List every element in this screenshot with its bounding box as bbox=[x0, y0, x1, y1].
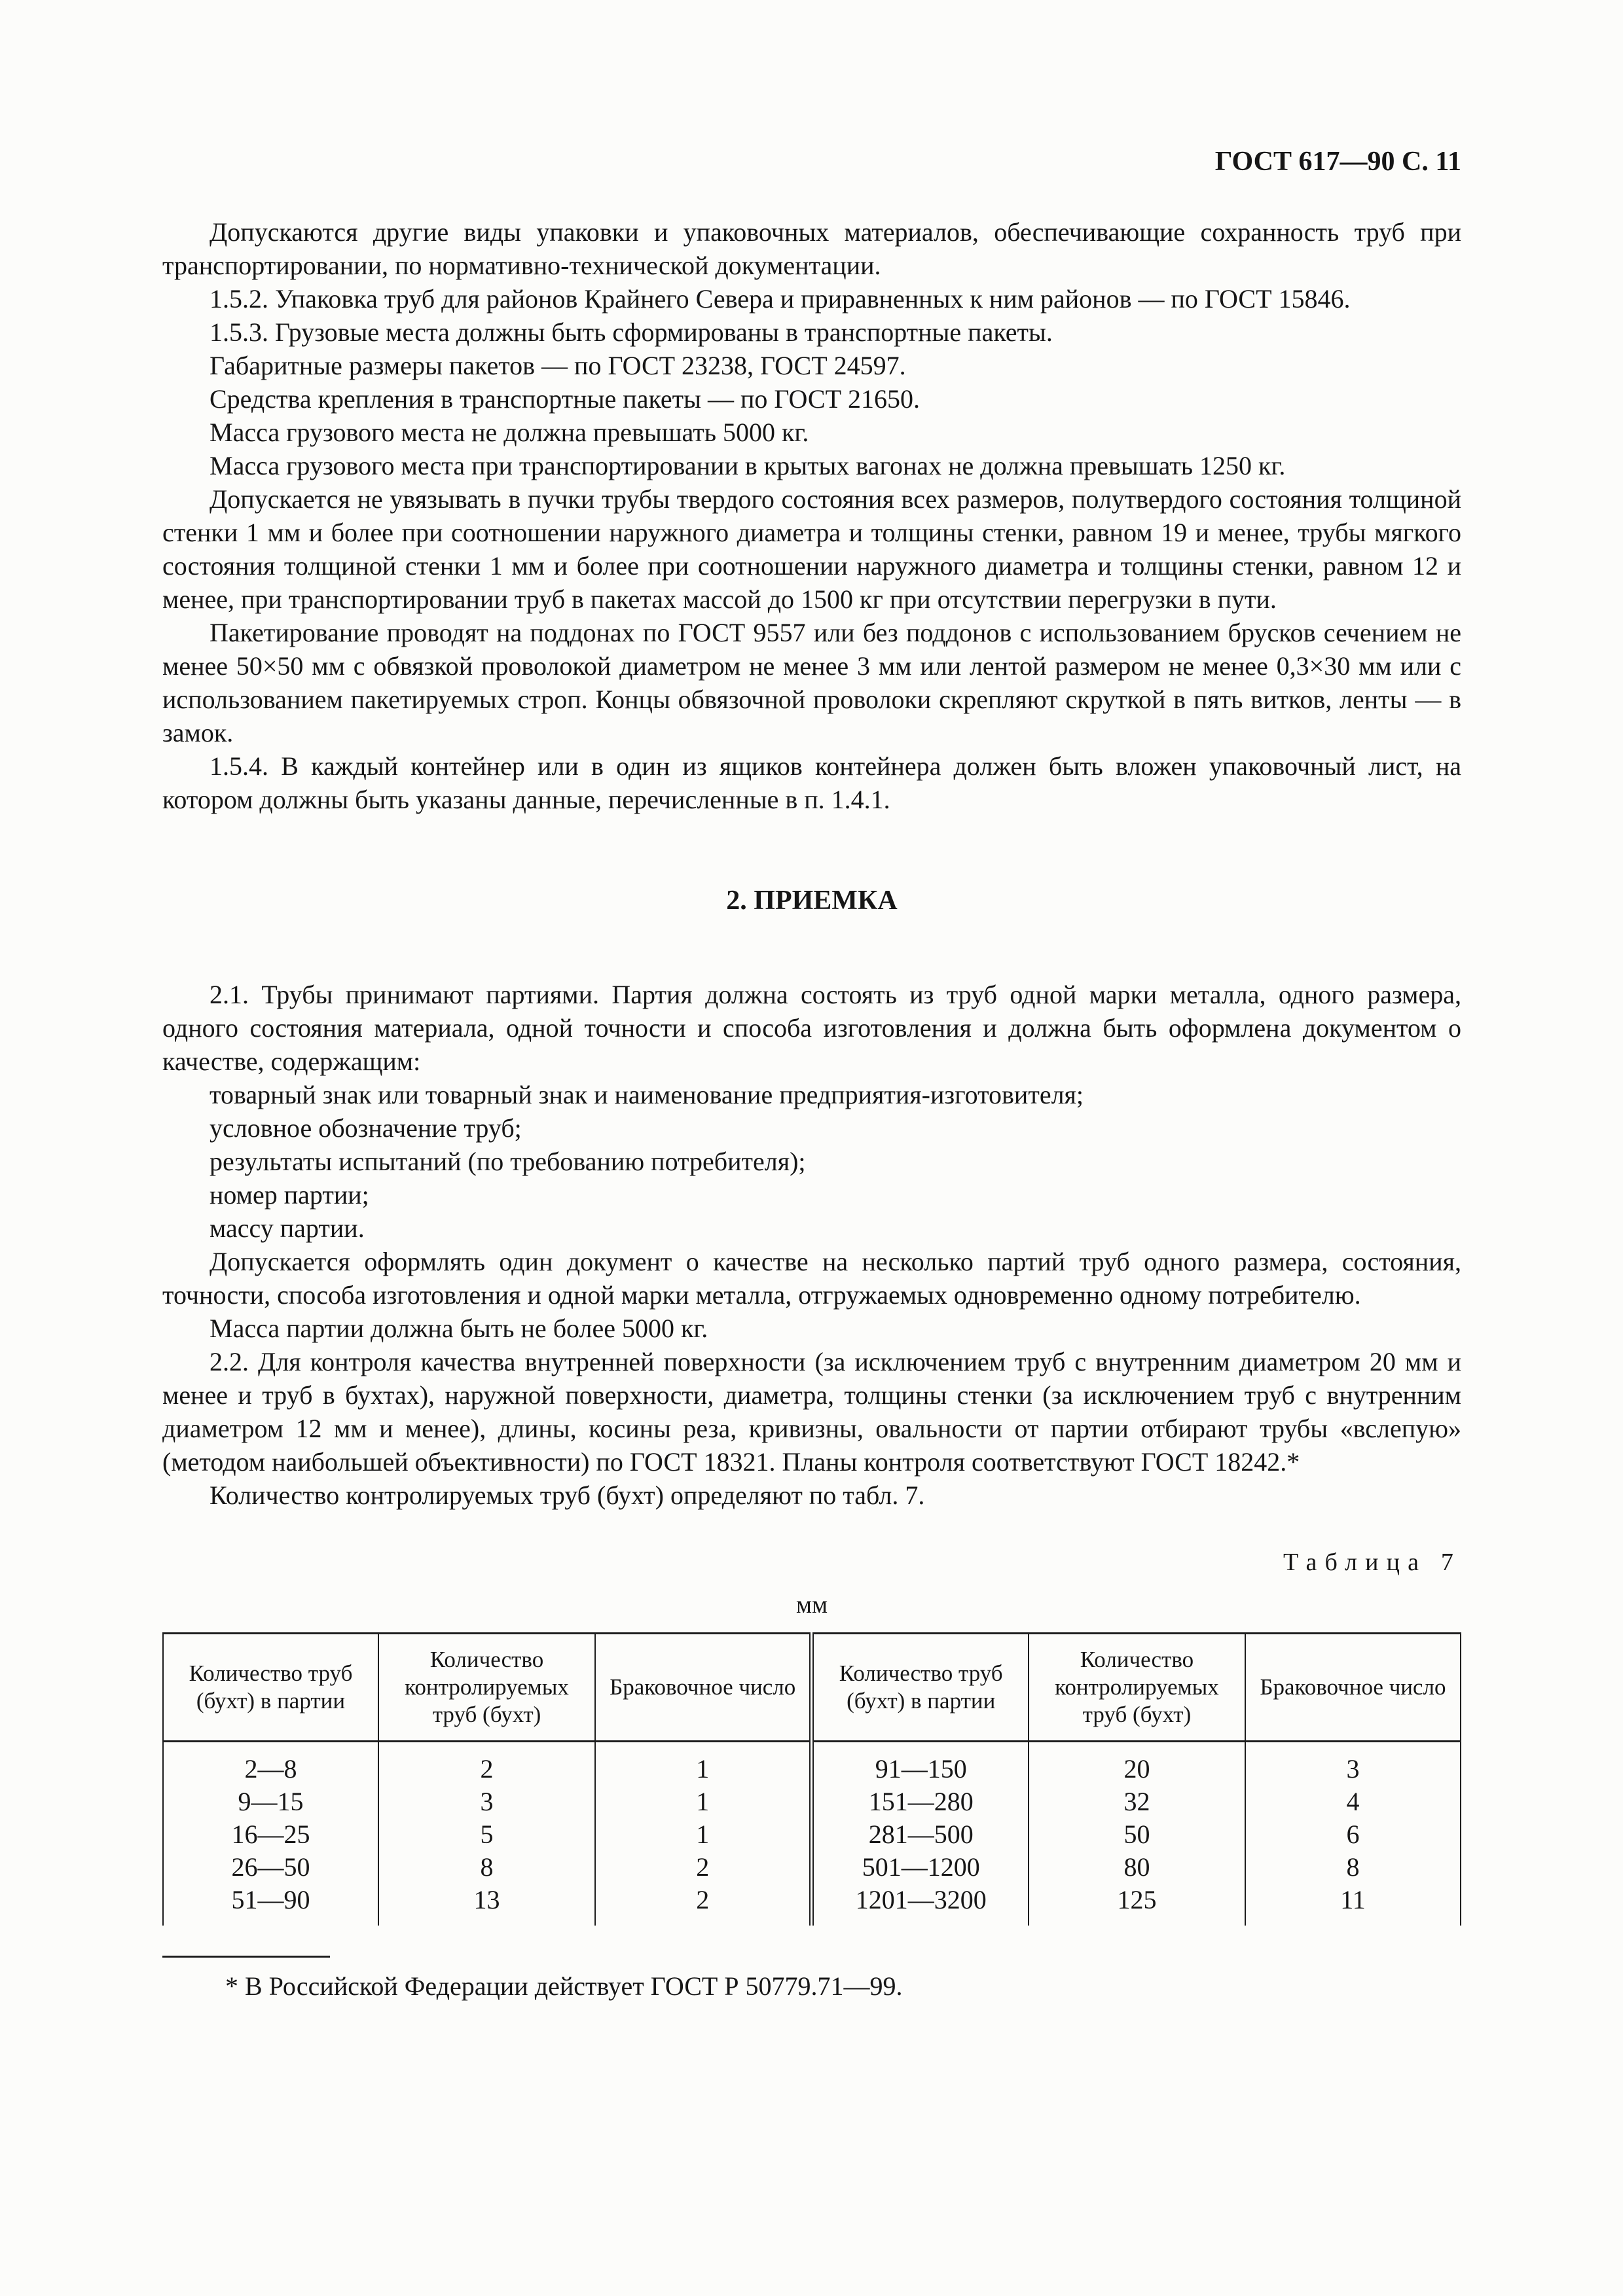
table-cell: 2—8 bbox=[244, 1754, 297, 1784]
page-header bbox=[162, 145, 1461, 179]
paragraph: Масса грузового места не должна превышать 5000 кг. bbox=[210, 418, 809, 447]
acceptance-section bbox=[162, 978, 1461, 1512]
table-cell: 3 bbox=[378, 1785, 595, 1818]
section-heading: 2. ПРИЕМКА bbox=[726, 886, 898, 916]
table-cell: 151—280 bbox=[812, 1785, 1029, 1818]
table-header-cell: Количество контролируемых труб (бухт) bbox=[1029, 1634, 1245, 1742]
table-7-block bbox=[162, 1546, 1461, 1926]
table-unit-label: мм bbox=[795, 1591, 828, 1619]
paragraph: массу партии. bbox=[210, 1213, 365, 1243]
paragraph: товарный знак или товарный знак и наименование предприятия-изготовителя; bbox=[210, 1080, 1084, 1109]
table-cell: 125 bbox=[1029, 1884, 1245, 1926]
table-cell: 501—1200 bbox=[812, 1851, 1029, 1884]
table-cell: 281—500 bbox=[812, 1818, 1029, 1851]
table-cell: 91—150 bbox=[812, 1742, 1029, 1786]
paragraph: Масса грузового места при транспортировании в крытых вагонах не должна превышать 1250 кг. bbox=[210, 451, 1286, 480]
table-row bbox=[163, 1742, 1461, 1786]
table-header-cell: Браковочное число bbox=[595, 1634, 812, 1742]
table-header-cell: Браковочное число bbox=[1245, 1634, 1461, 1742]
table-cell: 9—15 bbox=[238, 1787, 304, 1816]
table-cell: 6 bbox=[1245, 1818, 1461, 1851]
table-cell: 1 bbox=[595, 1785, 812, 1818]
paragraph: 1.5.3. Грузовые места должны быть сформированы в транспортные пакеты. bbox=[210, 317, 1053, 347]
table-cell: 5 bbox=[378, 1818, 595, 1851]
table-row bbox=[163, 1851, 1461, 1884]
table-cell: 1 bbox=[595, 1742, 812, 1786]
paragraph: 2.1. Трубы принимают партиями. Партия должна состоять из труб одной марки металла, одного размера, одного состояния материала, одной точности и способа изготовления и должна быть оформлена документом о качестве, содержащим: bbox=[162, 980, 1461, 1076]
paragraph: условное обозначение труб; bbox=[210, 1113, 522, 1143]
paragraph: Допускаются другие виды упаковки и упаковочных материалов, обеспечивающие сохранность труб при транспортировании, по нормативно-технической документации. bbox=[162, 217, 1461, 280]
table-cell: 11 bbox=[1245, 1884, 1461, 1926]
paragraph: Допускается не увязывать в пучки трубы твердого состояния всех размеров, полутвердого состояния толщиной стенки 1 мм и более при соотношении наружного диаметра и толщины стенки, равном 19 и менее, трубы мягкого состояния толщиной стенки 1 мм и более при соотношении наружного диаметра и толщины стенки, равном 12 и менее, при транспортировании труб в пакетах массой до 1500 кг при отсутствии перегрузки в пути. bbox=[162, 484, 1461, 614]
table-cell: 1 bbox=[595, 1818, 812, 1851]
paragraph: результаты испытаний (по требованию потребителя); bbox=[210, 1147, 806, 1176]
paragraph: Масса партии должна быть не более 5000 кг. bbox=[210, 1314, 708, 1343]
page-title: ГОСТ 617—90 С. 11 bbox=[1214, 147, 1461, 177]
footnote-rule bbox=[162, 1956, 330, 1958]
table-cell: 26—50 bbox=[231, 1852, 310, 1882]
table-cell: 16—25 bbox=[231, 1820, 310, 1849]
table-row bbox=[163, 1884, 1461, 1926]
table-7 bbox=[162, 1632, 1461, 1926]
table-cell: 2 bbox=[595, 1884, 812, 1926]
paragraph: Средства крепления в транспортные пакеты — по ГОСТ 21650. bbox=[210, 384, 921, 414]
table-cell: 2 bbox=[595, 1851, 812, 1884]
table-row bbox=[163, 1785, 1461, 1818]
table-cell: 8 bbox=[378, 1851, 595, 1884]
paragraph: номер партии; bbox=[210, 1180, 369, 1210]
table-cell: 51—90 bbox=[231, 1885, 310, 1914]
paragraph: 1.5.2. Упаковка труб для районов Крайнего Севера и приравненных к ним районов — по ГОСТ 15846. bbox=[210, 284, 1351, 314]
paragraph: 2.2. Для контроля качества внутренней поверхности (за исключением труб с внутренним диаметром 20 мм и менее и труб в бухтах), наружной поверхности, диаметра, толщины стенки (за исключением труб с внутренним диаметром 12 мм и менее), длины, косины реза, кривизны, овальности от партии отбирают трубы «вслепую» (методом наибольшей объективности) по ГОСТ 18321. Планы контроля соответствуют ГОСТ 18242.* bbox=[162, 1347, 1461, 1477]
table-cell: 1201—3200 bbox=[812, 1884, 1029, 1926]
paragraph: Пакетирование проводят на поддонах по ГОСТ 9557 или без поддонов с использованием брусков сечением не менее 50×50 мм с обвязкой проволокой диаметром не менее 3 мм или лентой размером не менее 0,3×30 мм или с использованием пакетируемых строп. Концы обвязочной проволоки скрепляют скруткой в пять витков, ленты — в замок. bbox=[162, 618, 1461, 747]
paragraph: Допускается оформлять один документ о качестве на несколько партий труб одного размера, состояния, точности, способа изготовления и одной марки металла, отгружаемых одновременно одному потребителю. bbox=[162, 1247, 1461, 1310]
table-cell: 2 bbox=[378, 1742, 595, 1786]
table-cell: 13 bbox=[378, 1884, 595, 1926]
table-header-cell: Количество контролируемых труб (бухт) bbox=[378, 1634, 595, 1742]
table-cell: 80 bbox=[1029, 1851, 1245, 1884]
table-header-row bbox=[163, 1634, 1461, 1742]
paragraph: Габаритные размеры пакетов — по ГОСТ 23238, ГОСТ 24597. bbox=[210, 351, 906, 380]
footnote: * В Российской Федерации действует ГОСТ Р 50779.71—99. bbox=[225, 1971, 903, 2001]
table-cell: 50 bbox=[1029, 1818, 1245, 1851]
table-cell: 20 bbox=[1029, 1742, 1245, 1786]
table-caption: Таблица 7 bbox=[1283, 1549, 1461, 1576]
table-row bbox=[163, 1818, 1461, 1851]
table-header-cell: Количество труб (бухт) в партии bbox=[163, 1634, 378, 1742]
table-cell: 8 bbox=[1245, 1851, 1461, 1884]
table-cell: 4 bbox=[1245, 1785, 1461, 1818]
table-header-cell: Количество труб (бухт) в партии bbox=[812, 1634, 1029, 1742]
table-cell: 32 bbox=[1029, 1785, 1245, 1818]
paragraph: Количество контролируемых труб (бухт) определяют по табл. 7. bbox=[210, 1480, 925, 1510]
table-cell: 3 bbox=[1245, 1742, 1461, 1786]
packing-section bbox=[162, 215, 1461, 816]
paragraph: 1.5.4. В каждый контейнер или в один из ящиков контейнера должен быть вложен упаковочный лист, на котором должны быть указаны данные, перечисленные в п. 1.4.1. bbox=[162, 751, 1461, 814]
